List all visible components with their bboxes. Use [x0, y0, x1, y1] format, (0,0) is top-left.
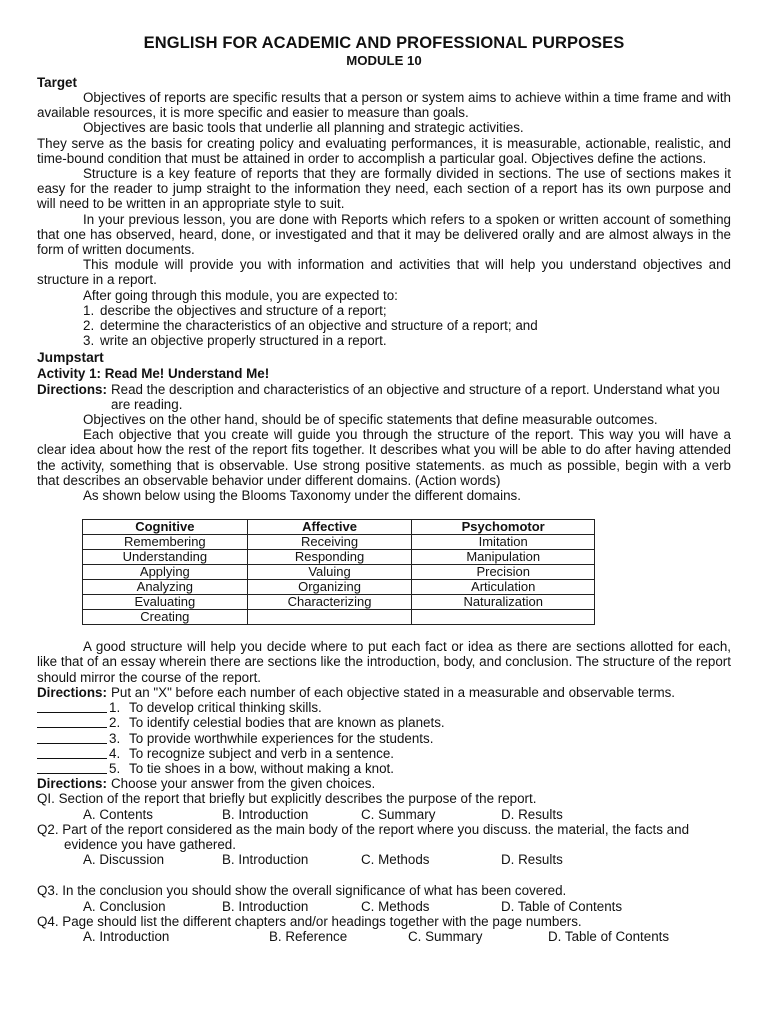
- paragraph: In your previous lesson, you are done with Reports which refers to a spoken or written account of something that one has observed, heard, done, or investigated and that it may be delivered orally and are almost always in the form of written documents.: [37, 211, 731, 258]
- item-text: write an objective properly structured in a report.: [100, 333, 387, 349]
- paragraph: Each objective that you create will guide you through the structure of the report. This way you will have a clear idea about how the rest of the report fits together. It describes what you will be able to do after having attended the activity, something that is observable. Use strong positive statements. as much as possible, begin with a verb that describes an observable behavior under different domains. (Action words): [37, 427, 731, 488]
- list-item: [37, 715, 731, 730]
- table-cell: Understanding: [83, 550, 248, 565]
- item-text: To develop critical thinking skills.: [129, 700, 322, 716]
- activity-title: [37, 366, 731, 381]
- directions-label: Directions:: [37, 684, 107, 700]
- choice-option[interactable]: D. Results: [501, 852, 563, 868]
- paragraph: Objectives on the other hand, should be of specific statements that define measurable outcomes.: [83, 412, 658, 428]
- list-item: [37, 318, 731, 333]
- paragraph: Structure is a key feature of reports that they are formally divided in sections. The use of sections makes it easy for the reader to jump straight to the information they need, each section of a report has its own purpose and will need to be written in an appropriate style to suit.: [37, 166, 731, 212]
- table-cell: Creating: [83, 610, 248, 625]
- expectations-list: [37, 303, 731, 349]
- choice-option[interactable]: A. Discussion: [83, 852, 165, 868]
- answer-blank[interactable]: [37, 761, 107, 774]
- question: QI. Section of the report that briefly but explicitly describes the purpose of the report.: [37, 791, 537, 807]
- question: Q2. Part of the report considered as the main body of the report where you discuss. the material, the facts and evidence you have gathered.: [37, 821, 690, 852]
- paragraph: As shown below using the Blooms Taxonomy under the different domains.: [83, 488, 521, 504]
- choice-option[interactable]: A. Conclusion: [83, 898, 166, 914]
- table-row: [83, 535, 595, 550]
- answer-choices: [37, 899, 731, 914]
- choice-option[interactable]: C. Methods: [361, 898, 430, 914]
- item-number: 3.: [109, 730, 121, 746]
- list-item: [37, 731, 731, 746]
- paragraph: Objectives of reports are specific results that a person or system aims to achieve within a time frame and with available resources, it is more specific and easier to measure than goals.: [37, 90, 731, 121]
- table-cell: Precision: [412, 565, 595, 580]
- table-row: [83, 610, 595, 625]
- table-cell: Characterizing: [247, 595, 412, 610]
- item-number: 4.: [109, 745, 121, 761]
- answer-blank[interactable]: [37, 700, 107, 713]
- answer-choices: [37, 929, 731, 944]
- activity-number: Activity 1: [37, 366, 97, 382]
- list-item: [37, 700, 731, 715]
- table-cell: Responding: [247, 550, 412, 565]
- item-text: describe the objectives and structure of a report;: [100, 302, 387, 318]
- question: Q4. Page should list the different chapters and/or headings together with the page numbers.: [37, 913, 582, 929]
- table-cell: Naturalization: [412, 595, 595, 610]
- directions-label: Directions:: [37, 381, 107, 397]
- directions-text: Put an "X" before each number of each objective stated in a measurable and observable terms.: [110, 684, 676, 700]
- list-item: [37, 303, 731, 318]
- table-header-row: [83, 520, 595, 535]
- table-cell: Articulation: [412, 580, 595, 595]
- choice-option[interactable]: C. Summary: [361, 806, 436, 822]
- item-text: To recognize subject and verb in a sentence.: [129, 745, 395, 761]
- item-text: To tie shoes in a bow, without making a knot.: [129, 760, 394, 776]
- table-cell: Manipulation: [412, 550, 595, 565]
- choice-option[interactable]: B. Reference: [269, 928, 348, 944]
- list-item: [37, 746, 731, 761]
- answer-choices: [37, 852, 731, 867]
- choice-option[interactable]: B. Introduction: [222, 852, 309, 868]
- item-number: 2.: [83, 318, 95, 334]
- directions: [37, 776, 731, 791]
- section-heading-target: Target: [37, 75, 77, 90]
- item-number: 5.: [109, 760, 121, 776]
- choice-option[interactable]: A. Contents: [83, 806, 153, 822]
- paragraph: This module will provide you with information and activities that will help you understand objectives and structure in a report.: [37, 257, 731, 288]
- table-cell: Evaluating: [83, 595, 248, 610]
- document-title: ENGLISH FOR ACADEMIC AND PROFESSIONAL PURPOSES: [143, 34, 625, 52]
- directions: [37, 685, 731, 700]
- item-text: To provide worthwhile experiences for the students.: [129, 730, 434, 746]
- choice-option[interactable]: B. Introduction: [222, 898, 309, 914]
- question: Q3. In the conclusion you should show the overall significance of what has been covered.: [37, 883, 567, 899]
- module-label: MODULE 10: [346, 53, 422, 68]
- choice-option[interactable]: B. Introduction: [222, 806, 309, 822]
- activity-name: : Read Me! Understand Me!: [96, 366, 270, 382]
- directions-text: Read the description and characteristics of an objective and structure of a report. Understand what you are reading.: [110, 381, 720, 412]
- item-text: To identify celestial bodies that are known as planets.: [129, 715, 445, 731]
- choice-option[interactable]: D. Table of Contents: [548, 928, 670, 944]
- table-cell: Remembering: [83, 535, 248, 550]
- column-header: Affective: [247, 520, 412, 535]
- table-row: [83, 580, 595, 595]
- answer-blank[interactable]: [37, 715, 107, 728]
- directions: [37, 382, 731, 412]
- answer-blank[interactable]: [37, 746, 107, 759]
- choice-option[interactable]: C. Methods: [361, 852, 430, 868]
- item-number: 1.: [83, 302, 95, 318]
- list-item: [37, 333, 731, 348]
- paragraph: After going through this module, you are expected to:: [83, 287, 398, 303]
- table-cell: Receiving: [247, 535, 412, 550]
- objective-items: [37, 700, 731, 776]
- item-number: 2.: [109, 715, 121, 731]
- table-cell: Organizing: [247, 580, 412, 595]
- paragraph: They serve as the basis for creating policy and evaluating performances, it is measurable, actionable, realistic, and time-bound condition that must be attained in order to accomplish a particular goal. Objectives define the actions.: [37, 135, 731, 166]
- list-item: [37, 761, 731, 776]
- table-cell: Imitation: [412, 535, 595, 550]
- choice-option[interactable]: D. Results: [501, 806, 563, 822]
- item-number: 1.: [109, 700, 121, 716]
- section-heading-jumpstart: Jumpstart: [37, 350, 104, 366]
- table-cell: Analyzing: [83, 580, 248, 595]
- blooms-taxonomy-table: [82, 519, 595, 625]
- table-cell: Valuing: [247, 565, 412, 580]
- item-number: 3.: [83, 333, 95, 349]
- table-cell: Applying: [83, 565, 248, 580]
- column-header: Psychomotor: [412, 520, 595, 535]
- choice-option[interactable]: C. Summary: [408, 928, 483, 944]
- table-cell: [247, 610, 412, 625]
- choice-option[interactable]: D. Table of Contents: [501, 898, 623, 914]
- directions-text: Choose your answer from the given choices.: [110, 776, 376, 792]
- table-row: [83, 565, 595, 580]
- choice-option[interactable]: A. Introduction: [83, 928, 170, 944]
- column-header: Cognitive: [83, 520, 248, 535]
- item-text: determine the characteristics of an objective and structure of a report; and: [100, 318, 538, 334]
- directions-label: Directions:: [37, 776, 107, 792]
- answer-blank[interactable]: [37, 731, 107, 744]
- answer-choices: [37, 807, 731, 822]
- table-row: [83, 595, 595, 610]
- table-cell: [412, 610, 595, 625]
- paragraph: A good structure will help you decide where to put each fact or idea as there are sections allotted for each, like that of an essay wherein there are sections like the introduction, body, and conclusion. The structure of the report should mirror the course of the report.: [37, 639, 731, 685]
- paragraph: Objectives are basic tools that underlie all planning and strategic activities.: [83, 120, 524, 136]
- table-row: [83, 550, 595, 565]
